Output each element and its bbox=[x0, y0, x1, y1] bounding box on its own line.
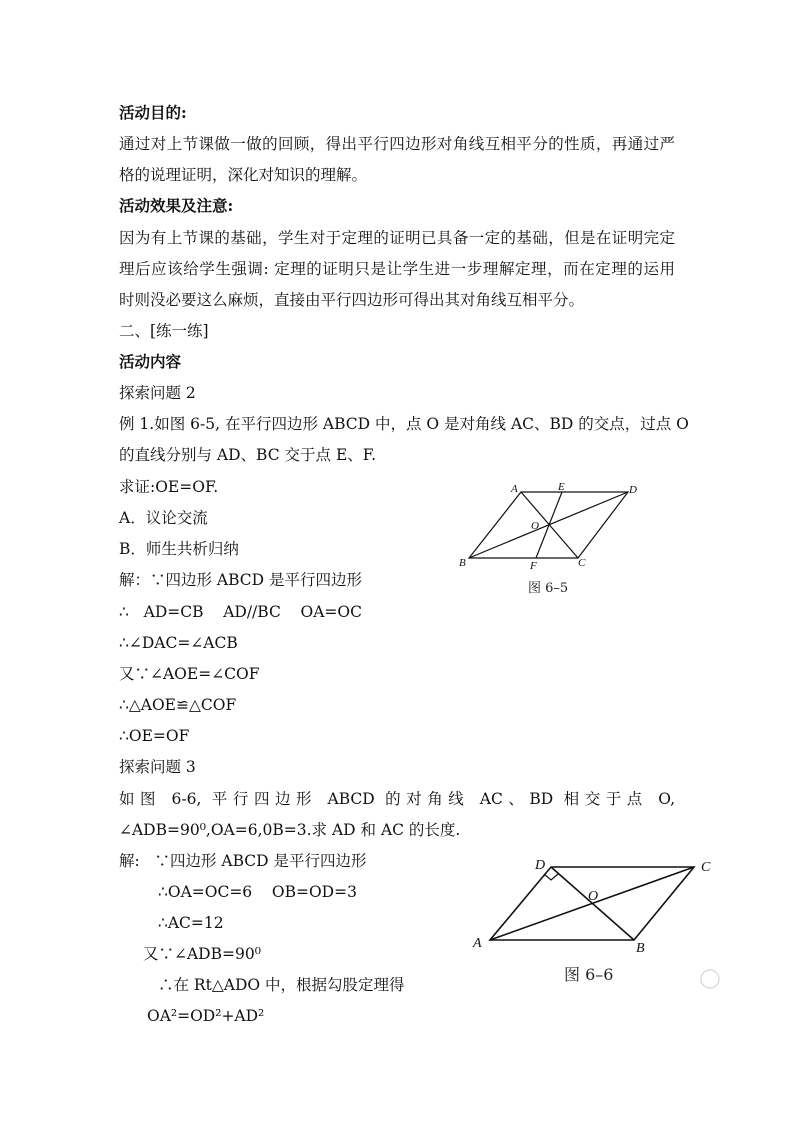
label-o: O bbox=[531, 520, 539, 532]
solution-line: ∴∠DAC=∠ACB bbox=[119, 634, 238, 652]
paragraph-line: 理后应该给学生强调: 定理的证明只是让学生进一步理解定理，而在定理的运用 bbox=[119, 260, 675, 278]
heading-activity-content: 活动内容 bbox=[119, 352, 182, 371]
list-item: A．议论交流 bbox=[119, 509, 208, 527]
paragraph-line: 的直线分别与 AD、BC 交于点 E、F. bbox=[119, 446, 377, 464]
paragraph-line: 如图 6-6, 平行四边形 ABCD 的对角线 AC、BD 相交于点 O, bbox=[119, 790, 675, 808]
label-f: F bbox=[530, 560, 537, 570]
parallelogram-diagram-6-5 bbox=[455, 480, 655, 570]
solution-line: ∴△AOE≌△COF bbox=[119, 696, 237, 714]
label-a: A bbox=[473, 936, 482, 951]
line-ef bbox=[536, 492, 562, 558]
solution-line: ∴ AD=CB AD//BC OA=OC bbox=[119, 603, 362, 621]
solution-line: ∴OA=OC=6 OB=OD=3 bbox=[158, 883, 357, 901]
label-b: B bbox=[459, 557, 466, 569]
label-d: D bbox=[629, 484, 637, 496]
paragraph-line: 例 1.如图 6-5, 在平行四边形 ABCD 中，点 O 是对角线 AC、BD 的交点，过点 O bbox=[119, 415, 689, 433]
solution-line: ∴OE=OF bbox=[119, 727, 190, 745]
problem-title: 探索问题 3 bbox=[119, 758, 196, 776]
section-heading: 二、[练一练] bbox=[119, 322, 209, 340]
proof-goal: 求证:OE=OF. bbox=[119, 478, 219, 496]
parallelogram-diagram-6-6 bbox=[466, 852, 726, 957]
solution-line: 解：∵四边形 ABCD 是平行四边形 bbox=[119, 571, 363, 589]
right-angle-mark bbox=[544, 874, 558, 880]
label-e: E bbox=[558, 481, 565, 493]
heading-activity-effect: 活动效果及注意: bbox=[119, 196, 234, 215]
label-o: O bbox=[588, 889, 599, 904]
label-c: C bbox=[578, 557, 586, 569]
solution-line: ∴AC=12 bbox=[158, 914, 224, 932]
solution-line: 又∵∠AOE=∠COF bbox=[119, 665, 260, 683]
label-a: A bbox=[511, 483, 518, 495]
label-d: D bbox=[535, 858, 546, 873]
watermark-icon bbox=[699, 968, 721, 990]
solution-line: 又∵∠ADB=90⁰ bbox=[143, 945, 261, 963]
solution-line: 解: ∵四边形 ABCD 是平行四边形 bbox=[119, 852, 367, 870]
label-b: B bbox=[636, 941, 645, 956]
label-c: C bbox=[701, 860, 711, 875]
solution-line: OA²=OD²+AD² bbox=[147, 1007, 265, 1025]
figure-caption: 图 6–6 bbox=[564, 965, 614, 984]
solution-line: ∴在 Rt△ADO 中，根据勾股定理得 bbox=[158, 976, 405, 994]
figure-6-6 bbox=[466, 852, 726, 987]
paragraph-line: 格的说理证明，深化对知识的理解。 bbox=[119, 166, 368, 184]
paragraph-line: 因为有上节课的基础，学生对于定理的证明已具备一定的基础，但是在证明完定 bbox=[119, 229, 675, 247]
paragraph-line: 通过对上节课做一做的回顾，得出平行四边形对角线互相平分的性质，再通过严 bbox=[119, 135, 675, 153]
list-item: B．师生共析归纳 bbox=[119, 540, 239, 558]
paragraph-line: 时则没必要这么麻烦，直接由平行四边形可得出其对角线互相平分。 bbox=[119, 291, 585, 309]
problem-title: 探索问题 2 bbox=[119, 384, 196, 402]
paragraph-line: ∠ADB=90⁰,OA=6,0B=3.求 AD 和 AC 的长度. bbox=[119, 821, 461, 839]
figure-caption: 图 6–5 bbox=[528, 581, 569, 596]
heading-activity-purpose: 活动目的: bbox=[119, 103, 187, 122]
figure-6-5 bbox=[455, 480, 655, 600]
